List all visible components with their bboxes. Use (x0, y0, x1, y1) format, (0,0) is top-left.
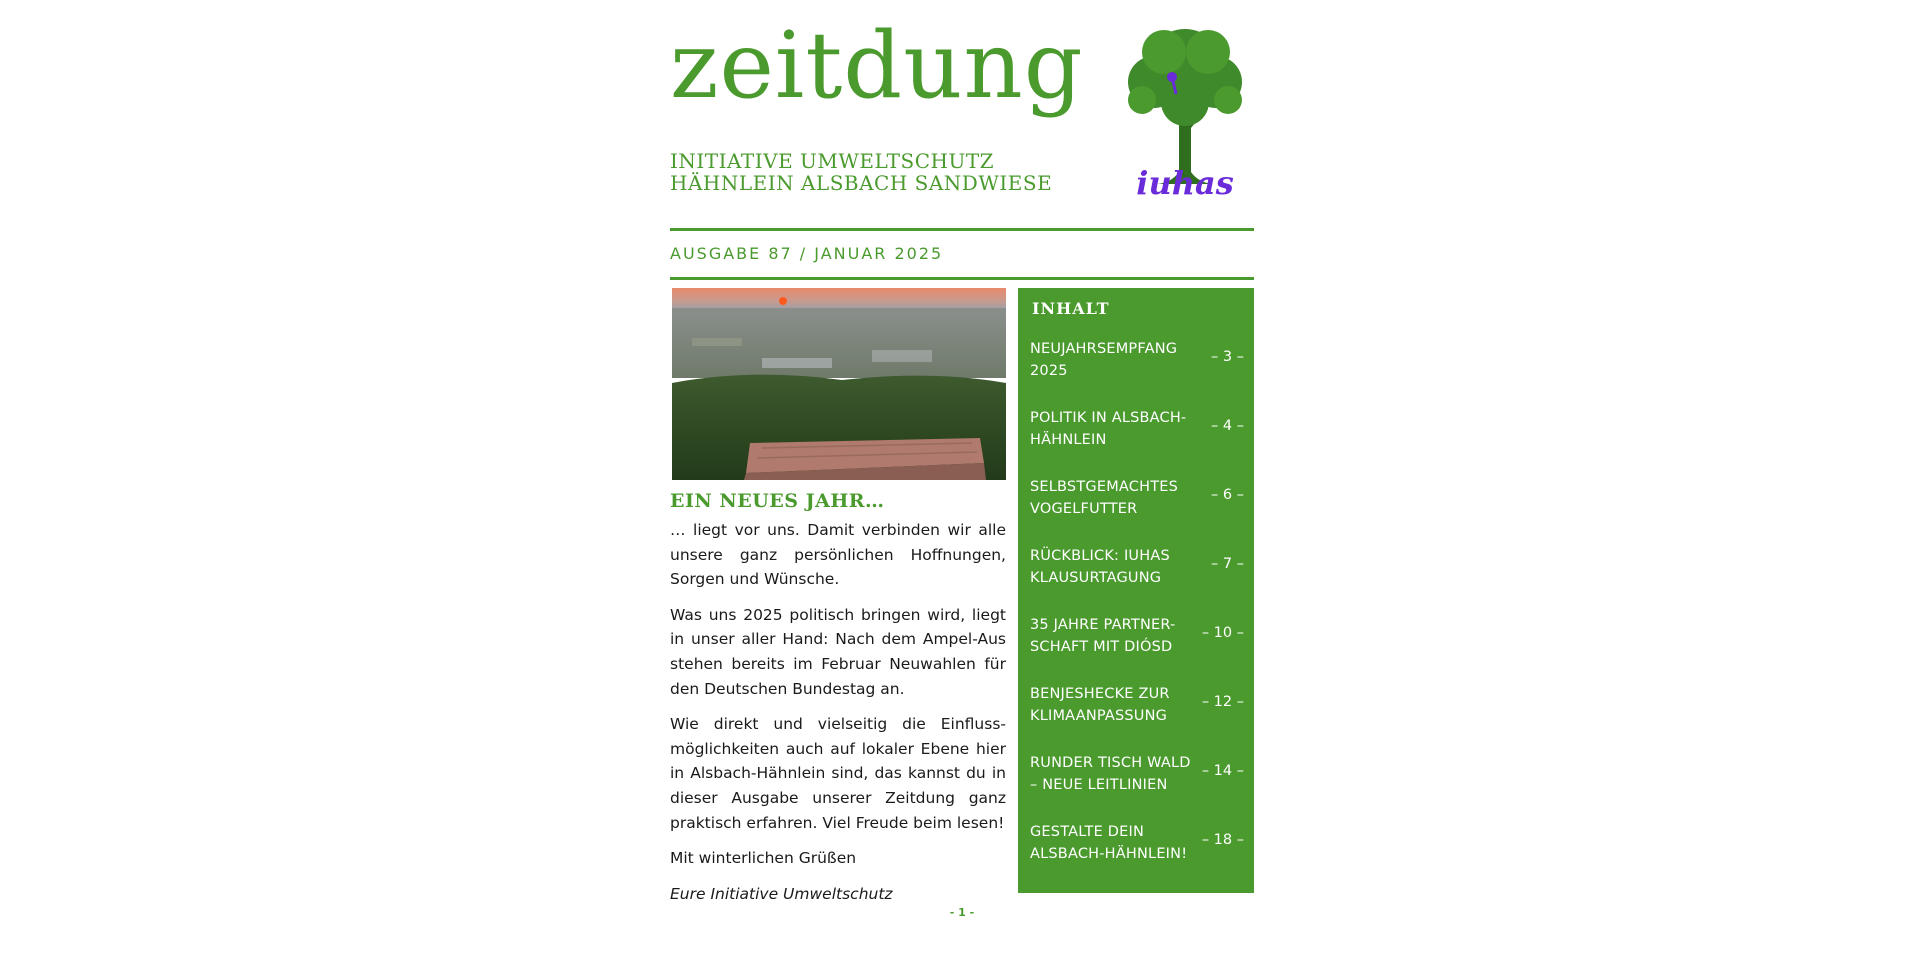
toc-item (1018, 811, 1254, 880)
issue-label: AUSGABE 87 / JANUAR 2025 (670, 244, 944, 263)
org-name-line-2: HÄHNLEIN ALSBACH SANDWIESE (670, 171, 1053, 195)
article-headline: EIN NEUES JAHR… (670, 490, 885, 512)
toc-item-page: – 14 – (1201, 763, 1244, 779)
toc-item (1018, 742, 1254, 811)
toc-item-page: – 10 – (1201, 625, 1244, 641)
table-of-contents (1018, 288, 1254, 893)
newsletter-page (670, 0, 1260, 960)
article-paragraph: … liegt vor uns. Damit verbinden wir alle unsere ganz persönlichen Hoffnungen, Sorgen und Wünsche. (670, 521, 1006, 589)
zeitdung-logo: zeitdung (670, 12, 1084, 119)
sunset-landscape-photo (672, 288, 1006, 480)
toc-item-label: 35 JAHRE PARTNER-SCHAFT MIT DIÓSD (1030, 617, 1176, 655)
toc-item-page: – 4 – (1211, 418, 1244, 434)
toc-item (1018, 673, 1254, 742)
org-name-line-1: INITIATIVE UMWELTSCHUTZ (670, 149, 995, 173)
header-divider-top (670, 228, 1254, 231)
toc-item (1018, 604, 1254, 673)
article-signature: Eure Initiative Umweltschutz (670, 884, 893, 903)
toc-item-page: – 3 – (1211, 349, 1244, 365)
toc-item (1018, 466, 1254, 535)
toc-item-label: RÜCKBLICK: IUHAS KLAUSURTAGUNG (1030, 548, 1170, 586)
toc-item-label: SELBSTGEMACHTES VOGELFUTTER (1030, 479, 1179, 517)
toc-title: INHALT (1032, 299, 1110, 318)
article-paragraph: Was uns 2025 politisch bringen wird, liegt in unser aller Hand: Nach dem Ampel-Aus stehen bereits im Februar Neuwahlen für den Deutschen Bundestag an. (670, 605, 1006, 698)
article-paragraph: Wie direkt und vielseitig die Einfluss-möglichkeiten auch auf lokaler Ebene hier in Alsbach-Hähnlein sind, das kannst du in dieser Ausgabe unserer Zeitdung ganz praktisch erfahren. Viel Freude beim lesen! (670, 715, 1006, 832)
header-divider-bottom (670, 277, 1254, 280)
toc-item-page: – 6 – (1211, 487, 1244, 503)
toc-item (1018, 535, 1254, 604)
article-signoff: Mit winterlichen Grüßen (670, 849, 857, 868)
toc-item-label: NEUJAHRSEMPFANG 2025 (1030, 341, 1178, 379)
page-number: - 1 - (949, 906, 975, 919)
article-body (670, 518, 1006, 917)
organization-name (670, 150, 1052, 194)
toc-item-page: – 7 – (1211, 556, 1244, 572)
toc-item-page: – 12 – (1201, 694, 1244, 710)
toc-item-label: GESTALTE DEIN ALSBACH-HÄHNLEIN! (1030, 824, 1188, 862)
toc-item (1018, 397, 1254, 466)
toc-item-label: POLITIK IN ALSBACH-HÄHNLEIN (1030, 410, 1187, 448)
toc-item (1018, 328, 1254, 397)
iuhas-badge-text: iuhas (1136, 164, 1234, 198)
toc-item-page: – 18 – (1201, 832, 1244, 848)
iuhas-tree-logo (1122, 22, 1248, 198)
toc-item-label: BENJESHECKE ZUR KLIMAANPASSUNG (1030, 686, 1170, 724)
toc-item-label: RUNDER TISCH WALD – NEUE LEITLINIEN (1030, 755, 1191, 793)
